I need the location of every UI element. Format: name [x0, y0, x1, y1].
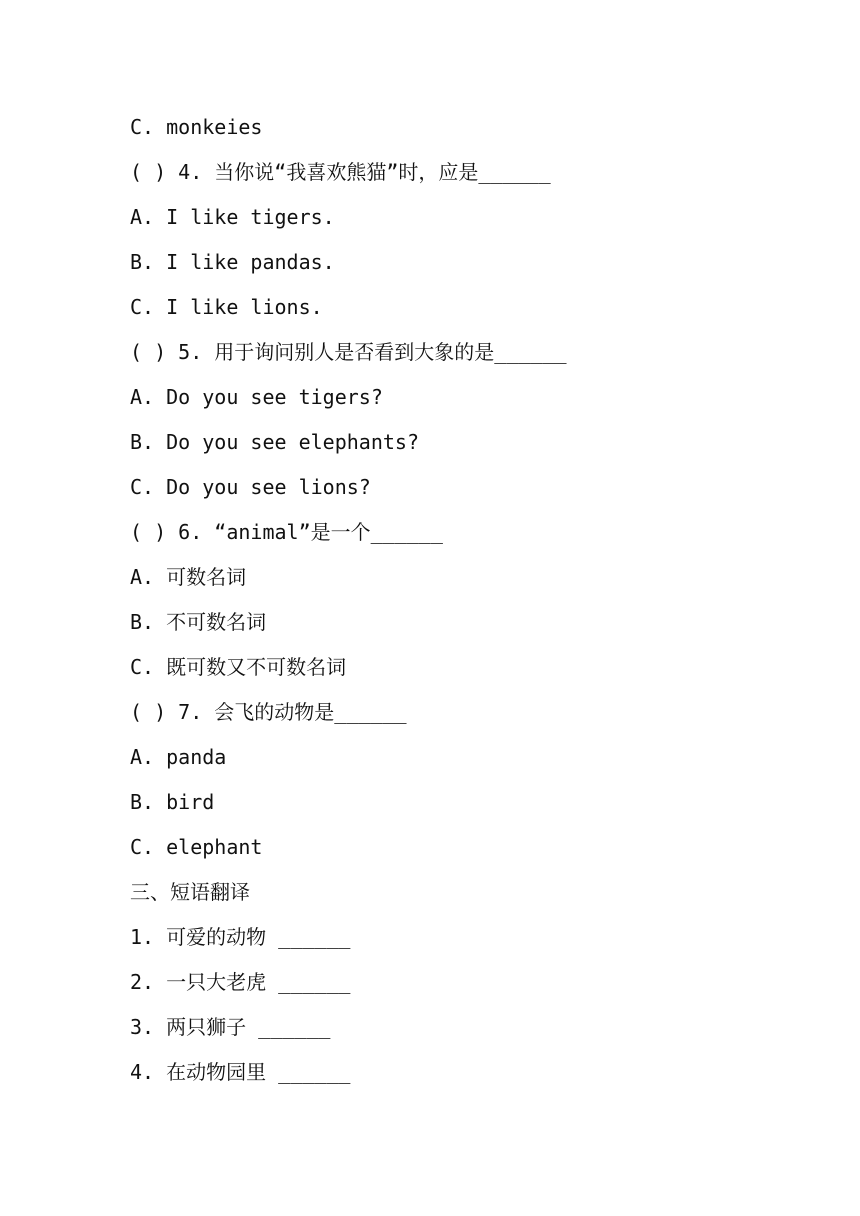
option-c-q7: C. elephant [130, 835, 263, 859]
option-a-q5: A. Do you see tigers? [130, 385, 383, 409]
question-6: ( ) 6. “animal”是一个______ [130, 520, 443, 544]
phrase-2: 2. 一只大老虎 ______ [130, 970, 351, 994]
option-a-q4: A. I like tigers. [130, 205, 335, 229]
question-5: ( ) 5. 用于询问别人是否看到大象的是______ [130, 340, 567, 364]
phrase-1: 1. 可爱的动物 ______ [130, 925, 351, 949]
phrase-4: 4. 在动物园里 ______ [130, 1060, 351, 1084]
option-a-q6: A. 可数名词 [130, 565, 247, 589]
option-c-q5: C. Do you see lions? [130, 475, 371, 499]
option-b-q5: B. Do you see elephants? [130, 430, 419, 454]
option-a-q7: A. panda [130, 745, 227, 769]
option-b-q4: B. I like pandas. [130, 250, 335, 274]
option-c-q6: C. 既可数又不可数名词 [130, 655, 347, 679]
section-heading: 三、短语翻译 [130, 880, 250, 904]
option-c-q3: C. monkeies [130, 115, 263, 139]
question-4: ( ) 4. 当你说“我喜欢熊猫”时，应是______ [130, 160, 551, 184]
question-7: ( ) 7. 会飞的动物是______ [130, 700, 407, 724]
option-b-q6: B. 不可数名词 [130, 610, 267, 634]
phrase-3: 3. 两只狮子 ______ [130, 1015, 331, 1039]
option-b-q7: B. bird [130, 790, 215, 814]
option-c-q4: C. I like lions. [130, 295, 323, 319]
